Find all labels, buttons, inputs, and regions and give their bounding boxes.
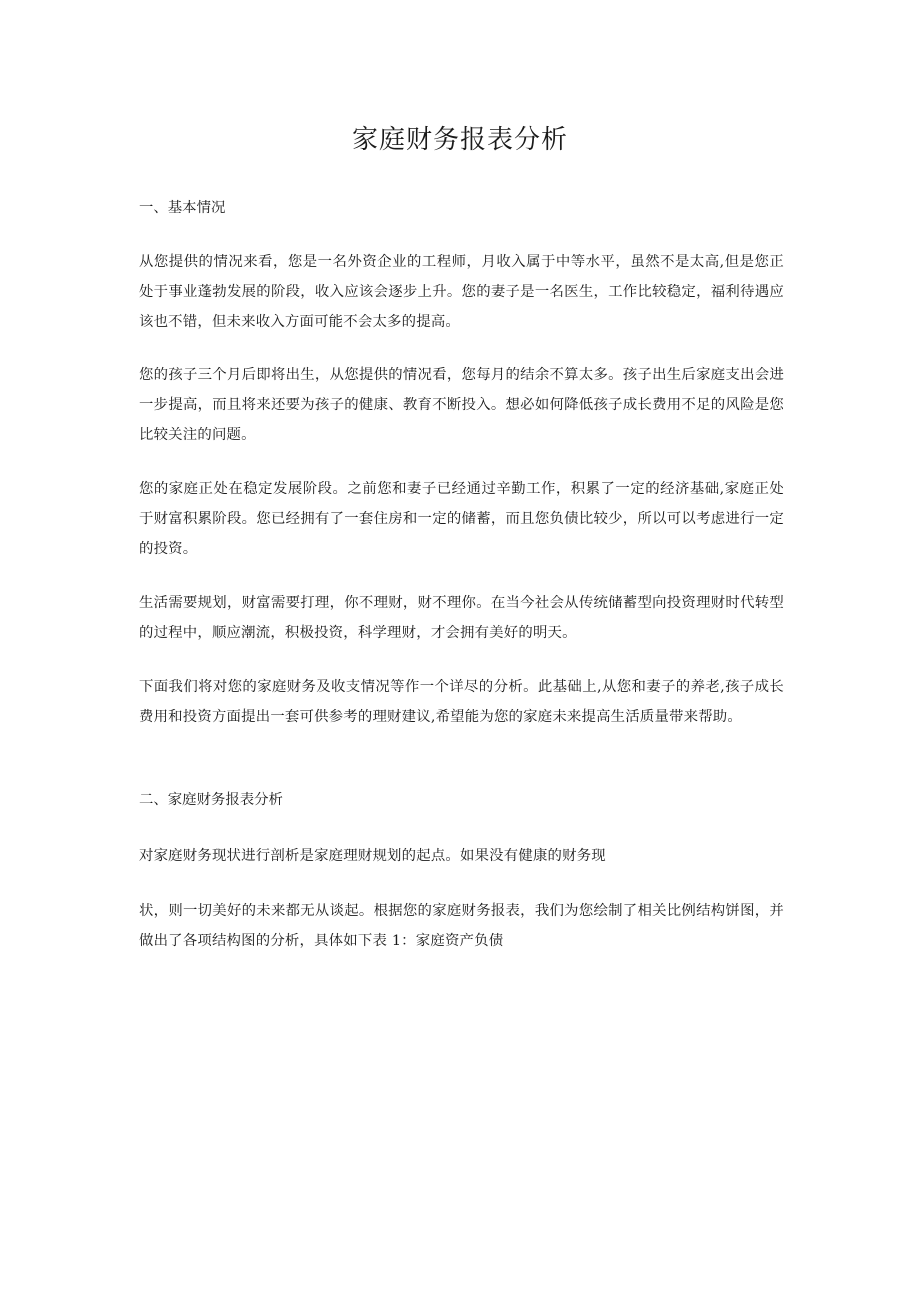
paragraph-family-stage: 您的家庭正处在稳定发展阶段。之前您和妻子已经通过辛勤工作，积累了一定的经济基础,家庭正处于财富积累阶段。您已经拥有了一套住房和一定的储蓄，而且您负债比较少，所以可以考虑进行一定的投资。 (139, 481, 784, 557)
paragraph-analysis-start: 对家庭财务现状进行剖析是家庭理财规划的起点。如果没有健康的财务现 (139, 848, 606, 864)
section-heading-basic-info: 一、基本情况 (139, 200, 226, 216)
paragraph-analysis-continued: 状，则一切美好的未来都无从谈起。根据您的家庭财务报表，我们为您绘制了相关比例结构饼图，并做出了各项结构图的分析，具体如下表 1：家庭资产负债 (139, 903, 784, 949)
paragraph-analysis-intro: 下面我们将对您的家庭财务及收支情况等作一个详尽的分析。此基础上,从您和妻子的养老,孩子成长费用和投资方面提出一套可供参考的理财建议,希望能为您的家庭未来提高生活质量带来帮助。 (139, 679, 784, 725)
paragraph-child-expenses: 您的孩子三个月后即将出生，从您提供的情况看，您每月的结余不算太多。孩子出生后家庭支出会进一步提高，而且将来还要为孩子的健康、教育不断投入。想必如何降低孩子成长费用不足的风险是您比较关注的问题。 (139, 367, 784, 443)
paragraph-financial-planning: 生活需要规划，财富需要打理，你不理财，财不理你。在当今社会从传统储蓄型向投资理财时代转型的过程中，顺应潮流，积极投资，科学理财，才会拥有美好的明天。 (139, 595, 784, 641)
document-title: 家庭财务报表分析 (351, 125, 568, 155)
section-heading-financial-statements: 二、家庭财务报表分析 (139, 792, 283, 808)
paragraph-income-overview: 从您提供的情况来看，您是一名外资企业的工程师，月收入属于中等水平，虽然不是太高,但是您正处于事业蓬勃发展的阶段，收入应该会逐步上升。您的妻子是一名医生，工作比较稳定，福利待遇应该也不错，但未来收入方面可能不会太多的提高。 (139, 254, 784, 330)
